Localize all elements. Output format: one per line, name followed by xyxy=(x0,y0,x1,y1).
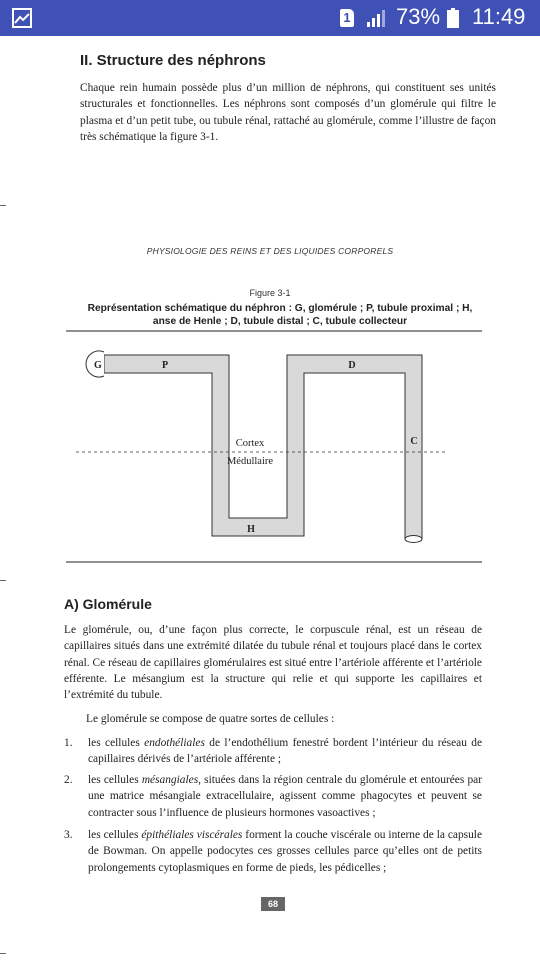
margin-mark xyxy=(0,580,6,581)
list-number: 2. xyxy=(64,774,73,786)
gallery-icon xyxy=(12,8,32,28)
label-g: G xyxy=(94,360,102,371)
label-cortex: Cortex xyxy=(235,438,265,449)
subsection-paragraph: Le glomérule, ou, d’une façon plus correcte, le corpuscule rénal, est un réseau de capillaires situés dans une extrémité dilatée du tubule rénal et toujours placé dans le cortex rénal. Ce réseau de capillaires glomérulaires est situé entre l’artériole afférente et l’artériole efférente. Le mésangium est la structure qui relie et qui supporte les capillaires et l’extrémité du tubule. xyxy=(64,624,482,702)
signal-icon xyxy=(366,9,388,27)
list-text: les cellules endothéliales de l’endothélium fenestré bordent l’intérieur du réseau de capillaires dérivés de l’artériole afférente ; xyxy=(88,737,482,766)
sim-icon: 1 xyxy=(340,9,354,27)
label-h: H xyxy=(247,524,255,535)
list-text: les cellules épithéliales viscérales forment la couche viscérale ou interne de la capsule de Bowman. On appelle podocytes ces grosses cellules parce qu’elles ont de petits prolongements cytoplasmiques en forme de pieds, les pédicelles ; xyxy=(88,829,483,874)
list-term: mésangiales xyxy=(141,774,199,786)
list-text: les cellules mésangiales, situées dans la région centrale du glomérule et entourées par une matrice mésangiale extracellulaire, agissent comme phagocytes et peuvent se contracter sous l’influence de plusieurs hormones vasoactives ; xyxy=(88,774,483,819)
label-d: D xyxy=(348,360,356,371)
collecting-tubule-end xyxy=(405,536,422,543)
page-number: 68 xyxy=(261,897,285,911)
running-head: PHYSIOLOGIE DES REINS ET DES LIQUIDES CORPORELS xyxy=(146,246,394,256)
list-number: 1. xyxy=(64,737,73,749)
figure-caption: Représentation schématique du néphron : G, glomérule ; P, tubule proximal ; H, anse de Henle ; D, tubule distal ; C, tubule collecteur xyxy=(87,303,473,327)
subsection-intro: Le glomérule se compose de quatre sortes de cellules : xyxy=(86,713,335,725)
list-term: épithéliales viscérales xyxy=(141,829,243,841)
label-p: P xyxy=(161,360,169,371)
battery-icon xyxy=(447,8,459,28)
list-number: 3. xyxy=(64,829,73,841)
nephron-diagram xyxy=(0,325,540,570)
clock: 11:49 xyxy=(472,4,526,29)
label-c: C xyxy=(410,436,418,447)
margin-mark xyxy=(0,205,6,206)
status-bar xyxy=(0,0,540,36)
margin-mark xyxy=(0,953,6,954)
battery-percent: 73% xyxy=(396,4,441,29)
figure-label: Figure 3-1 xyxy=(249,288,291,298)
label-medullaire: Médullaire xyxy=(226,456,274,467)
section-title: II. Structure des néphrons xyxy=(80,52,266,69)
list-term: endothéliales xyxy=(144,737,205,749)
subsection-title: A) Glomérule xyxy=(64,596,152,612)
section-paragraph: Chaque rein humain possède plus d’un million de néphrons, qui constituent ses unités structurales et fonctionnelles. Les néphrons sont composés d’un glomérule qui filtre le plasma et d’un petit tube, ou tubule rénal, rattaché au glomérule, comme l’illustre de façon très schématique la figure 3-1. xyxy=(80,82,496,143)
